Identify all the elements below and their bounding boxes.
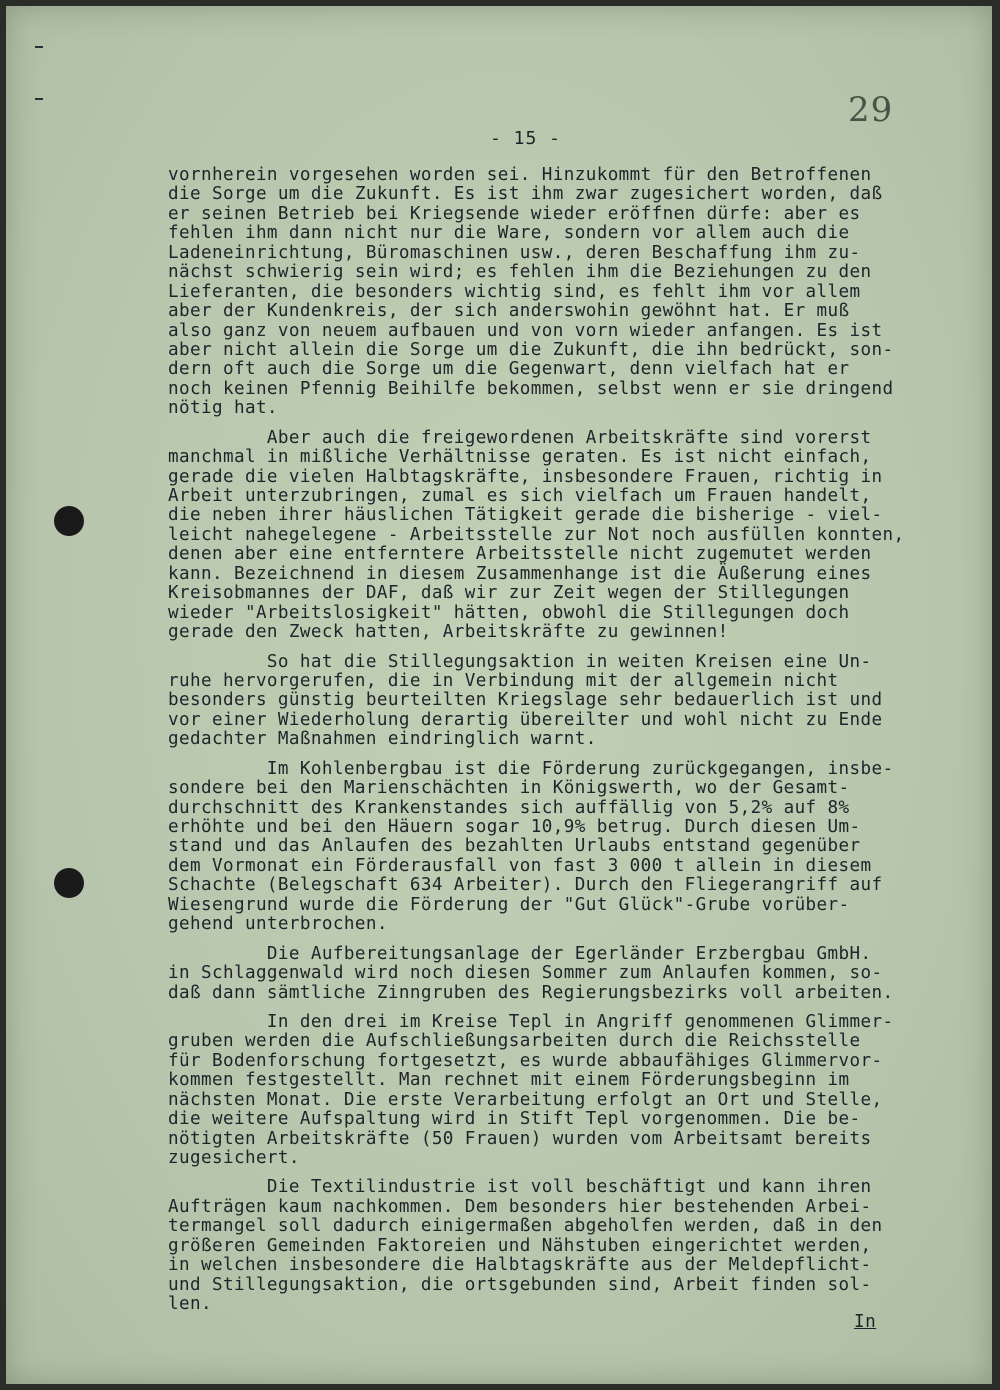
text-line: vornherein vorgesehen worden sei. Hinzukommt für den Betroffenen — [168, 165, 872, 185]
text-line: er seinen Betrieb bei Kriegsende wieder eröffnen dürfe: aber es — [168, 203, 861, 224]
text-line: nächsten Monat. Die erste Verarbeitung erfolgt an Ort und Stelle, — [168, 1089, 883, 1110]
paragraph — [168, 429, 968, 643]
text-line: in Schlaggenwald wird noch diesen Sommer zum Anlaufen kommen, so- — [168, 963, 883, 984]
text-line: stand und das Anlaufen des bezahlten Urlaubs entstand gegenüber — [168, 836, 861, 857]
text-line: wieder "Arbeitslosigkeit" hätten, obwohl die Stillegungen doch — [168, 602, 850, 623]
text-line: nächst schwierig sein wird; es fehlen ihm die Beziehungen zu den — [168, 262, 872, 283]
text-line: gruben werden die Aufschließungsarbeiten durch die Reichsstelle — [168, 1031, 861, 1052]
text-line: termangel soll dadurch einigermaßen abgeholfen werden, daß in den — [168, 1216, 883, 1237]
folio-number: 29 — [848, 90, 894, 130]
paragraph — [168, 1178, 968, 1314]
paragraph — [168, 653, 968, 750]
text-line: denen aber eine entferntere Arbeitsstelle nicht zugemutet werden — [168, 544, 872, 565]
paragraph — [168, 1013, 968, 1169]
text-line: fehlen ihm dann nicht nur die Ware, sondern vor allem auch die — [168, 223, 850, 244]
text-line: Lieferanten, die besonders wichtig sind, es fehlt ihm vor allem — [168, 281, 861, 302]
text-line: durchschnitt des Krankenstandes sich auffällig von 5,2% auf 8% — [168, 797, 850, 818]
text-line: also ganz von neuem aufbauen und von vorn wieder anfangen. Es ist — [168, 320, 883, 341]
text-line: aber nicht allein die Sorge um die Zukunft, die ihn bedrückt, son- — [168, 339, 894, 360]
text-line: in welchen insbesondere die Halbtagskräfte aus der Meldepflicht- — [168, 1255, 872, 1276]
text-line: die weitere Aufspaltung wird in Stift Tepl vorgenommen. Die be- — [168, 1109, 861, 1130]
text-line: größeren Gemeinden Faktoreien und Nähstuben eingerichtet werden, — [168, 1235, 872, 1256]
text-line: gerade die vielen Halbtagskräfte, insbesondere Frauen, richtig in — [168, 466, 883, 487]
text-line: erhöhte und bei den Häuern sogar 10,9% betrug. Durch diesen Um- — [168, 817, 861, 837]
text-line: die neben ihrer häuslichen Tätigkeit gerade die bisherige - viel- — [168, 505, 883, 526]
text-line: Ladeneinrichtung, Büromaschinen usw., deren Beschaffung ihm zu- — [168, 242, 861, 263]
punch-hole — [54, 868, 84, 898]
catchword: In — [854, 1312, 877, 1332]
text-line: besonders günstig beurteilten Kriegslage sehr bedauerlich ist und — [168, 690, 883, 711]
text-line: und Stillegungsaktion, die ortsgebunden sind, Arbeit finden sol- — [168, 1274, 872, 1295]
text-line: Schachte (Belegschaft 634 Arbeiter). Durch den Fliegerangriff auf — [168, 875, 883, 896]
text-line: sondere bei den Marienschächten in Königswerth, wo der Gesamt- — [168, 778, 850, 799]
text-line: gedachter Maßnahmen eindringlich warnt. — [168, 729, 597, 750]
text-line: zugesichert. — [168, 1148, 300, 1168]
text-line: len. — [168, 1294, 212, 1315]
text-line: gehend unterbrochen. — [168, 914, 388, 935]
text-line: vor einer Wiederholung derartig übereilter und wohl nicht zu Ende — [168, 709, 883, 730]
text-line: nötigten Arbeitskräfte (50 Frauen) wurden vom Arbeitsamt bereits — [168, 1128, 872, 1149]
margin-mark — [35, 46, 43, 48]
paragraph — [168, 166, 968, 419]
text-line: Arbeit unterzubringen, zumal es sich vielfach um Frauen handelt, — [168, 486, 872, 506]
text-line: Die Textilindustrie ist voll beschäftigt und kann ihren — [168, 1177, 872, 1198]
text-line: So hat die Stillegungsaktion in weiten Kreisen eine Un- — [168, 651, 872, 672]
text-line: gerade den Zweck hatten, Arbeitskräfte zu gewinnen! — [168, 622, 729, 643]
text-line: ruhe hervorgerufen, die in Verbindung mit der allgemein nicht — [168, 670, 839, 691]
text-line: Im Kohlenbergbau ist die Förderung zurückgegangen, insbe- — [168, 758, 894, 779]
page-number: - 15 - — [490, 128, 562, 149]
text-line: noch keinen Pfennig Beihilfe bekommen, selbst wenn er sie dringend — [168, 378, 894, 399]
punch-hole — [54, 506, 84, 536]
text-line: daß dann sämtliche Zinngruben des Regierungsbezirks voll arbeiten. — [168, 982, 894, 1003]
text-line: für Bodenforschung fortgesetzt, es wurde abbaufähiges Glimmervor- — [168, 1050, 883, 1071]
text-line: aber der Kundenkreis, der sich anderswohin gewöhnt hat. Er muß — [168, 301, 850, 322]
text-line: die Sorge um die Zukunft. Es ist ihm zwar zugesichert worden, daß — [168, 184, 883, 205]
text-line: kann. Bezeichnend in diesem Zusammenhange ist die Äußerung eines — [168, 563, 872, 584]
text-line: dern oft auch die Sorge um die Gegenwart, denn vielfach hat er — [168, 359, 850, 380]
margin-mark — [35, 98, 43, 100]
text-line: Die Aufbereitungsanlage der Egerländer Erzbergbau GmbH. — [168, 943, 872, 964]
paragraph — [168, 760, 968, 935]
text-line: nötig hat. — [168, 398, 278, 419]
text-line: Wiesengrund wurde die Förderung der "Gut Glück"-Grube vorüber- — [168, 894, 850, 915]
text-line: Kreisobmannes der DAF, daß wir zur Zeit wegen der Stillegungen — [168, 583, 850, 604]
document-page — [6, 6, 992, 1384]
text-line: manchmal in mißliche Verhältnisse geraten. Es ist nicht einfach, — [168, 447, 872, 468]
text-line: leicht nahegelegene - Arbeitsstelle zur Not noch ausfüllen konnten, — [168, 524, 905, 545]
text-line: In den drei im Kreise Tepl in Angriff genommenen Glimmer- — [168, 1011, 894, 1032]
paragraph-gap — [168, 643, 968, 653]
text-line: dem Vormonat ein Förderausfall von fast 3 000 t allein in diesem — [168, 855, 872, 876]
text-line: Aber auch die freigewordenen Arbeitskräfte sind vorerst — [168, 427, 872, 448]
text-line: kommen festgestellt. Man rechnet mit einem Förderungsbeginn im — [168, 1070, 850, 1091]
paragraph — [168, 945, 968, 1003]
body-text — [168, 166, 968, 1315]
text-line: Aufträgen kaum nachkommen. Dem besonders hier bestehenden Arbei- — [168, 1196, 872, 1217]
